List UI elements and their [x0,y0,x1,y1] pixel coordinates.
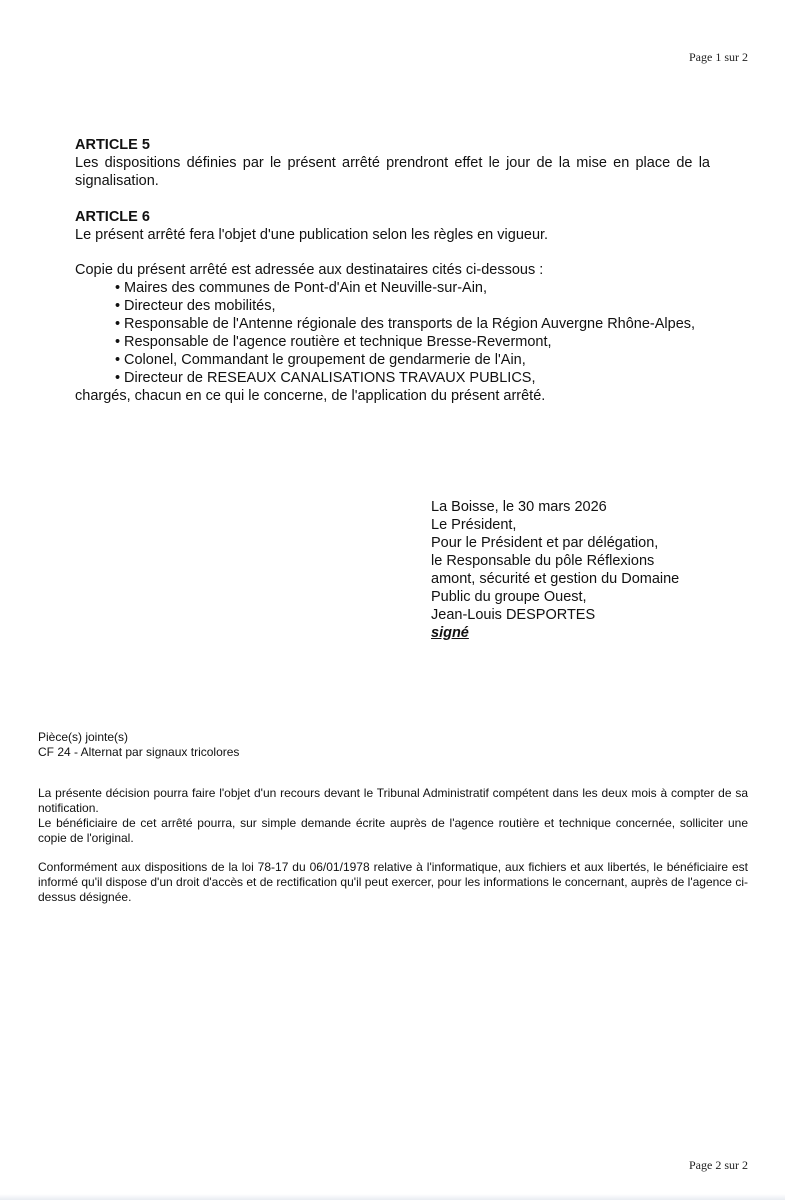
article-5-title: ARTICLE 5 [75,137,150,153]
signature-place-date: La Boisse, le 30 mars 2026 [431,499,607,515]
signatory-name: Jean-Louis DESPORTES [431,607,596,623]
privacy-note: Conformément aux dispositions de la loi 78-17 du 06/01/1978 relative à l'informatique, aux fichiers et aux libertés, le bénéficiaire est informé qu'il dispose d'un droit d'accès et de rectification qu'il peut exercer, pour les informations le concernant, auprès de l'agence ci-dessus désignée. [38,860,748,904]
copy-intro: Copie du présent arrêté est adressée aux destinataires cités ci-dessous : [75,262,544,278]
copy-request-note: Le bénéficiaire de cet arrêté pourra, sur simple demande écrite auprès de l'agence routière et technique concernée, solliciter une copie de l'original. [38,816,748,845]
recipient-item: • Responsable de l'agence routière et technique Bresse-Revermont, [115,334,552,350]
bullet-icon: • [115,316,121,332]
attachments [38,730,748,760]
recipient-item: • Directeur de RESEAUX CANALISATIONS TRAVAUX PUBLICS, [115,370,536,386]
page-number-top: Page 1 sur 2 [689,50,748,64]
signature-line: amont, sécurité et gestion du Domaine [431,571,680,587]
article-5-text: Les dispositions définies par le présent arrêté prendront effet le jour de la mise en place de la signalisation. [75,155,710,189]
signature-line: Pour le Président et par délégation, [431,535,659,551]
signature-line: Le Président, [431,517,517,533]
copy-closing: chargés, chacun en ce qui le concerne, de l'application du présent arrêté. [75,388,546,404]
recipient-item: • Maires des communes de Pont-d'Ain et Neuville-sur-Ain, [115,280,488,296]
bullet-icon: • [115,352,121,368]
recipient-item: • Directeur des mobilités, [115,298,276,314]
signature-line: le Responsable du pôle Réflexions [431,553,655,569]
article-6-text: Le présent arrêté fera l'objet d'une publication selon les règles en vigueur. [75,227,549,243]
bullet-icon: • [115,280,121,296]
decree-body [75,136,710,405]
copy-section [75,261,710,405]
signature-block [431,498,721,642]
bullet-icon: • [115,334,121,350]
legal-notes [38,786,748,905]
signed-mention: signé [431,625,469,641]
bullet-icon: • [115,370,121,386]
article-6 [75,208,710,244]
attachment-item: CF 24 - Alternat par signaux tricolores [38,745,240,759]
attachments-title: Pièce(s) jointe(s) [38,730,129,744]
recourse-note: La présente décision pourra faire l'objet d'un recours devant le Tribunal Administratif compétent dans les deux mois à compter de sa notification. [38,786,748,815]
recipient-item: • Colonel, Commandant le groupement de gendarmerie de l'Ain, [115,352,526,368]
recipient-list [75,279,710,387]
signature-line: Public du groupe Ouest, [431,589,587,605]
bullet-icon: • [115,298,121,314]
scan-edge [0,1194,785,1200]
page-number-bottom: Page 2 sur 2 [689,1158,748,1172]
article-5 [75,136,710,190]
article-6-title: ARTICLE 6 [75,209,150,225]
recipient-item: • Responsable de l'Antenne régionale des transports de la Région Auvergne Rhône-Alpes, [115,316,696,332]
